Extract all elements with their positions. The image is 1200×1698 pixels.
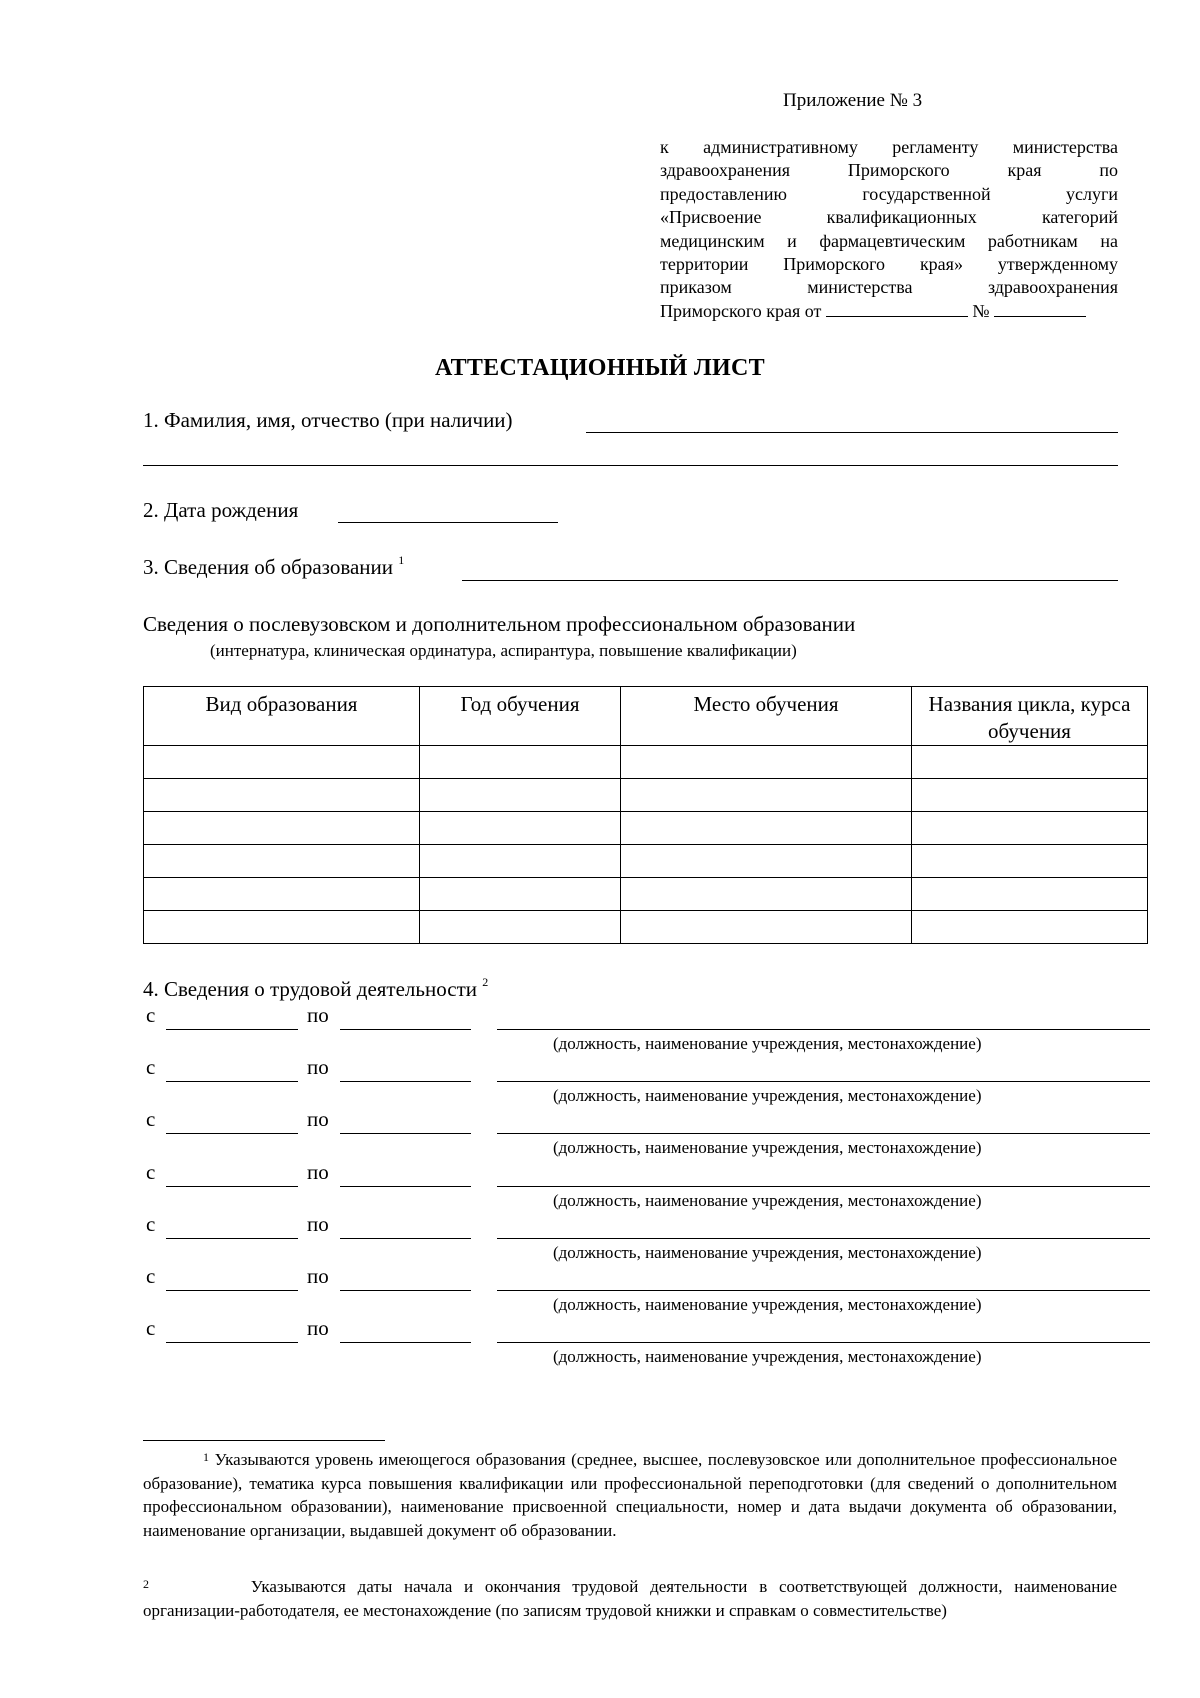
table-cell[interactable] bbox=[912, 746, 1148, 779]
footnote-1-text: Указываются уровень имеющегося образования (среднее, высшее, послевузовское или дополнительное профессиональное образование), тематика курса повышения квалификации или профессиональной переподготовки (для сведений о дополнительном профессиональном образовании), наименование присвоенной специальности, номер и дата выдачи документа об образовании, наименование организации, выдавшей документ об образовании. bbox=[143, 1450, 1118, 1540]
appendix-title: Приложение № 3 bbox=[783, 90, 923, 111]
work-to-input[interactable] bbox=[340, 1081, 471, 1082]
work-position-input[interactable] bbox=[497, 1081, 1150, 1082]
table-cell[interactable] bbox=[621, 911, 912, 944]
fio-label: 1. Фамилия, имя, отчество (при наличии) bbox=[143, 408, 513, 432]
work-from-label: с bbox=[146, 1316, 156, 1341]
appendix-date-line bbox=[660, 300, 1118, 323]
table-row bbox=[144, 746, 1148, 779]
table-cell[interactable] bbox=[621, 878, 912, 911]
work-heading bbox=[143, 977, 488, 1002]
footnote-2-ref: 2 bbox=[143, 1577, 149, 1591]
appendix-line: здравоохранения Приморского края по bbox=[660, 160, 1118, 181]
appendix-number-blank[interactable] bbox=[994, 300, 1086, 317]
table-row bbox=[144, 779, 1148, 812]
work-position-caption: (должность, наименование учреждения, местонахождение) bbox=[553, 1138, 982, 1158]
table-cell[interactable] bbox=[912, 845, 1148, 878]
table-row bbox=[144, 911, 1148, 944]
work-position-input[interactable] bbox=[497, 1238, 1150, 1239]
work-to-input[interactable] bbox=[340, 1186, 471, 1187]
appendix-line: к административному регламенту министерства bbox=[660, 137, 1118, 157]
table-cell[interactable] bbox=[912, 878, 1148, 911]
table-cell[interactable] bbox=[420, 779, 621, 812]
table-cell[interactable] bbox=[144, 878, 420, 911]
work-position-input[interactable] bbox=[497, 1133, 1150, 1134]
column-header: Год обучения bbox=[420, 687, 621, 746]
appendix-number-sign: № bbox=[972, 300, 990, 321]
appendix-body bbox=[660, 136, 1118, 323]
education-label bbox=[143, 555, 404, 580]
fio-input-line-1[interactable] bbox=[586, 432, 1118, 433]
table-row bbox=[144, 812, 1148, 845]
table-cell[interactable] bbox=[420, 812, 621, 845]
work-position-input[interactable] bbox=[497, 1290, 1150, 1291]
work-to-input[interactable] bbox=[340, 1290, 471, 1291]
column-header: Вид образования bbox=[144, 687, 420, 746]
table-cell[interactable] bbox=[621, 746, 912, 779]
table-row bbox=[144, 878, 1148, 911]
work-from-label: с bbox=[146, 1264, 156, 1288]
appendix-line: «Присвоение квалификационных категорий bbox=[660, 207, 1118, 228]
table-cell[interactable] bbox=[420, 746, 621, 779]
appendix-line: предоставлению государственной услуги bbox=[660, 183, 1118, 204]
work-position-caption: (должность, наименование учреждения, местонахождение) bbox=[553, 1086, 982, 1106]
education-input-line[interactable] bbox=[462, 580, 1118, 581]
work-position-input[interactable] bbox=[497, 1029, 1150, 1030]
footnote-1-ref: 1 bbox=[203, 1450, 209, 1464]
postgrad-heading: Сведения о послевузовском и дополнительном профессиональном образовании bbox=[143, 612, 856, 636]
postgrad-note: (интернатура, клиническая ординатура, аспирантура, повышение квалификации) bbox=[210, 641, 797, 660]
table-row bbox=[144, 845, 1148, 878]
table-cell[interactable] bbox=[144, 911, 420, 944]
work-to-label: по bbox=[307, 1107, 329, 1132]
work-to-input[interactable] bbox=[340, 1238, 471, 1239]
document-title: АТТЕСТАЦИОННЫЙ ЛИСТ bbox=[435, 355, 765, 381]
work-footnote-ref: 2 bbox=[482, 975, 489, 989]
fio-input-line-2[interactable] bbox=[143, 465, 1118, 466]
postgrad-table bbox=[143, 686, 1148, 944]
work-position-caption: (должность, наименование учреждения, местонахождение) bbox=[553, 1295, 982, 1314]
work-to-input[interactable] bbox=[340, 1029, 471, 1030]
work-to-label: по bbox=[307, 1316, 329, 1341]
work-position-caption: (должность, наименование учреждения, местонахождение) bbox=[553, 1034, 982, 1053]
work-from-input[interactable] bbox=[166, 1133, 298, 1134]
table-cell[interactable] bbox=[621, 779, 912, 812]
work-to-label: по bbox=[307, 1055, 329, 1080]
work-from-input[interactable] bbox=[166, 1238, 298, 1239]
work-heading-text: 4. Сведения о трудовой деятельности bbox=[143, 977, 477, 1001]
work-to-input[interactable] bbox=[340, 1342, 471, 1343]
work-from-input[interactable] bbox=[166, 1029, 298, 1030]
appendix-line: медицинским и фармацевтическим работникам на bbox=[660, 230, 1118, 251]
appendix-line: приказом министерства здравоохранения bbox=[660, 277, 1118, 298]
work-position-caption: (должность, наименование учреждения, местонахождение) bbox=[553, 1242, 982, 1262]
footnote-2 bbox=[143, 1575, 1117, 1622]
appendix-line: территории Приморского края» утвержденному bbox=[660, 254, 1118, 275]
table-cell[interactable] bbox=[144, 779, 420, 812]
work-position-input[interactable] bbox=[497, 1186, 1150, 1187]
education-footnote-ref: 1 bbox=[398, 553, 405, 567]
work-from-label: с bbox=[146, 1055, 156, 1080]
column-header: Место обучения bbox=[621, 687, 912, 746]
table-cell[interactable] bbox=[420, 911, 621, 944]
table-cell[interactable] bbox=[420, 845, 621, 878]
work-from-input[interactable] bbox=[166, 1186, 298, 1187]
appendix-date-blank[interactable] bbox=[826, 300, 968, 317]
table-header-row bbox=[144, 687, 1148, 746]
work-from-input[interactable] bbox=[166, 1081, 298, 1082]
work-from-input[interactable] bbox=[166, 1290, 298, 1291]
footnote-separator bbox=[143, 1440, 385, 1441]
work-from-label: с bbox=[146, 1211, 156, 1236]
education-label-text: 3. Сведения об образовании bbox=[143, 555, 394, 579]
table-cell[interactable] bbox=[420, 878, 621, 911]
birth-date-input-line[interactable] bbox=[338, 522, 558, 523]
column-header: Названия цикла, курса обучения bbox=[912, 687, 1148, 746]
table-cell[interactable] bbox=[912, 812, 1148, 845]
work-from-label: с bbox=[146, 1003, 156, 1027]
work-to-label: по bbox=[307, 1264, 329, 1288]
work-to-label: по bbox=[307, 1003, 329, 1027]
table-cell[interactable] bbox=[144, 746, 420, 779]
table-cell[interactable] bbox=[144, 845, 420, 878]
table-cell[interactable] bbox=[621, 812, 912, 845]
work-from-label: с bbox=[146, 1159, 156, 1184]
work-from-label: с bbox=[146, 1107, 156, 1132]
table-cell[interactable] bbox=[621, 845, 912, 878]
footnote-1 bbox=[143, 1448, 1117, 1542]
work-position-caption: (должность, наименование учреждения, местонахождение) bbox=[553, 1347, 982, 1367]
work-position-input[interactable] bbox=[497, 1342, 1150, 1343]
appendix-date-prefix: Приморского края от bbox=[660, 300, 822, 321]
table-cell[interactable] bbox=[912, 911, 1148, 944]
birth-date-label: 2. Дата рождения bbox=[143, 498, 299, 522]
work-to-label: по bbox=[307, 1211, 329, 1236]
work-to-label: по bbox=[307, 1159, 329, 1184]
work-from-input[interactable] bbox=[166, 1342, 298, 1343]
work-position-caption: (должность, наименование учреждения, местонахождение) bbox=[553, 1190, 982, 1210]
work-to-input[interactable] bbox=[340, 1133, 471, 1134]
table-cell[interactable] bbox=[144, 812, 420, 845]
table-cell[interactable] bbox=[912, 779, 1148, 812]
footnote-2-text: Указываются даты начала и окончания трудовой деятельности в соответствующей должности, наименование организации-работодателя, ее местонахождение (по записям трудовой книжки и справкам о совместительстве) bbox=[143, 1577, 1118, 1620]
